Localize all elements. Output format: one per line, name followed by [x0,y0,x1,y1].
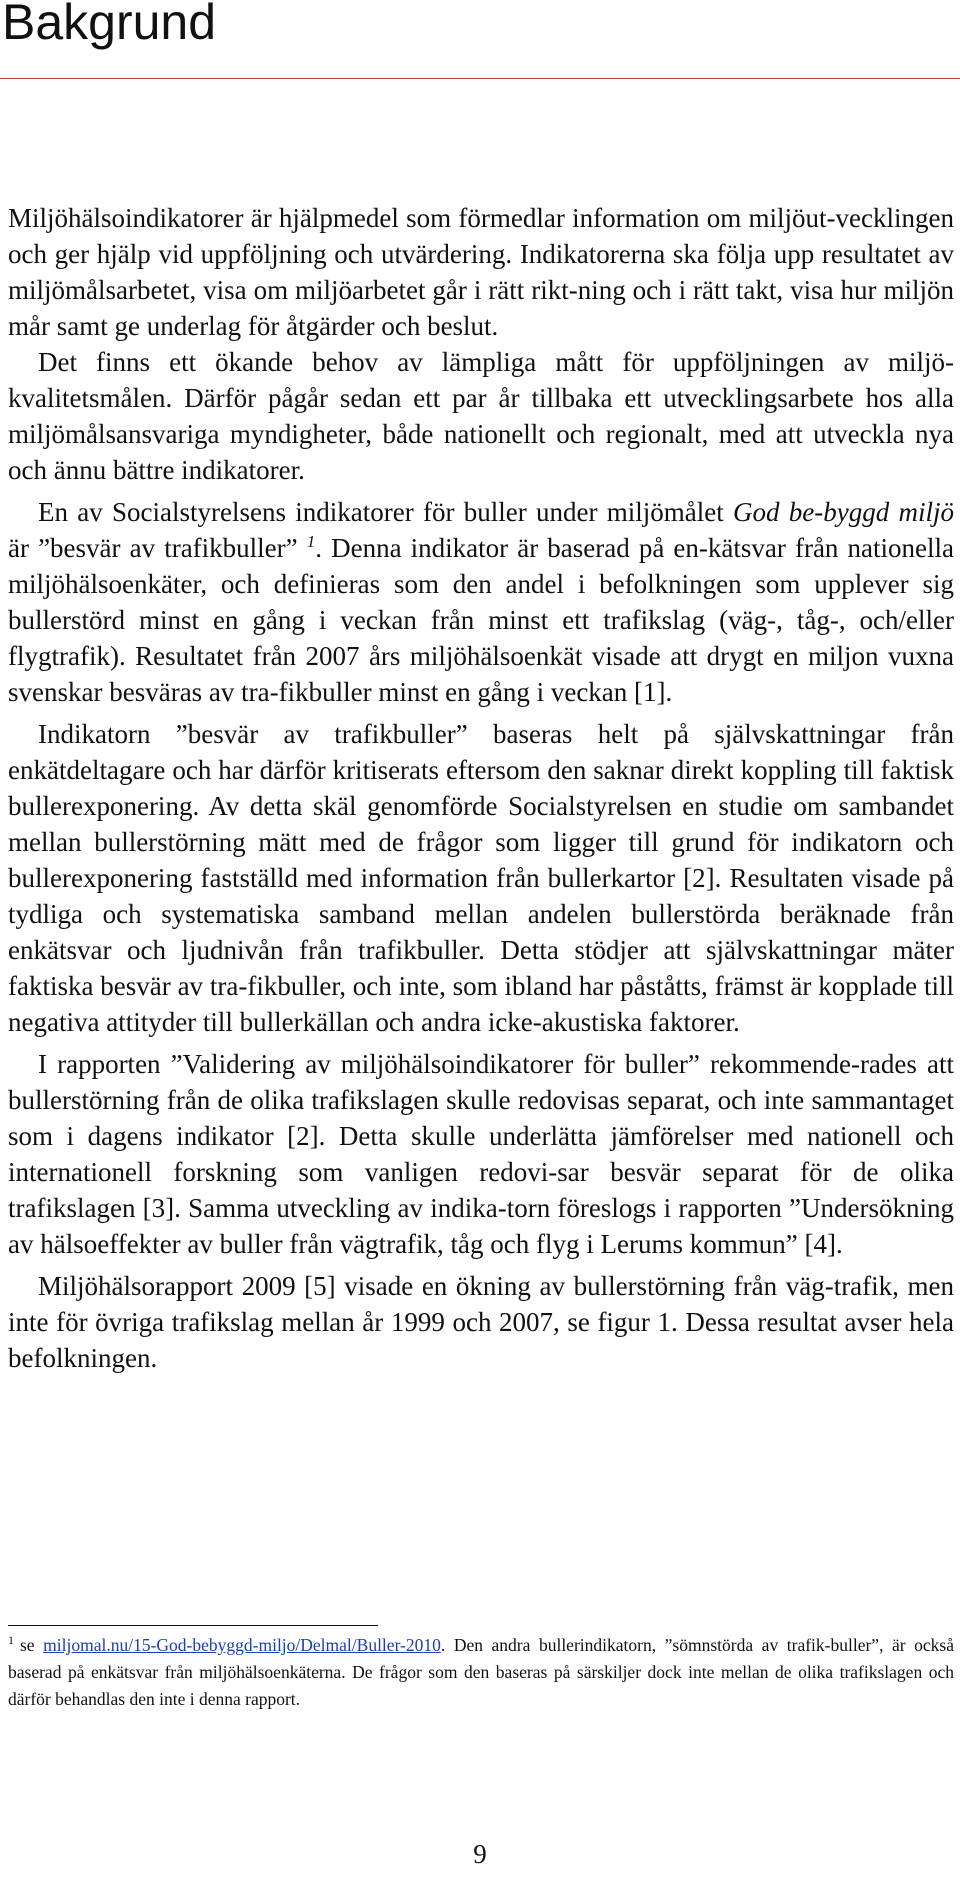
paragraph-1: Miljöhälsoindikatorer är hjälpmedel som förmedlar information om miljöut-vecklingen och ger hjälp vid uppföljning och utvärdering. Indikatorerna ska följa upp resultatet av miljömålsarbetet, visa om miljöarbetet går i rätt rikt-ning och i rätt takt, visa hur miljön mår samt ge underlag för åtgärder och beslut. [8,203,954,341]
footnote-text: . Den andra bullerindikatorn, ”sömnstörda av trafik-buller”, är också baserad på enkätsvar från miljöhälsoenkäterna. De frågor som den baseras på särskiljer dock inte mellan de olika trafikslagen och därför behandlas den inte i denna rapport. [8,1635,955,1709]
paragraph-2: Det finns ett ökande behov av lämpliga mått för uppföljningen av miljö-kvalitetsmålen. Därför pågår sedan ett par år tillbaka ett utvecklingsarbete hos alla miljömålsansvariga myndigheter, både nationellt och regionalt, med att utveckla nya och ännu bättre indikatorer. [8,347,954,485]
footnote-number: 1 [8,1633,14,1648]
paragraph-3-text-after: . Denna indikator är baserad på en-kätsvar från nationella miljöhälsoenkäter, och definieras som den andel i befolkningen som upplever sig bullerstörd minst en gång i veckan från minst ett trafikslag (väg-, tåg-, och/eller flygtrafik). Resultatet från 2007 års miljöhälsoenkät visade att drygt en miljon vuxna svenskar besväras av tra-fikbuller minst en gång i veckan [1]. [8,533,954,707]
footnote-prefix: se [20,1635,35,1655]
paragraph-3-italic-goal: God be-byggd miljö [732,497,954,527]
footnote-link[interactable]: miljomal.nu/15-God-bebyggd-miljo/Delmal/Buller-2010 [43,1635,441,1655]
paragraph-3 [8,494,954,710]
body-text [8,200,954,1376]
paragraph-4: Indikatorn ”besvär av trafikbuller” baseras helt på självskattningar från enkätdeltagare och har därför kritiserats eftersom den saknar direkt koppling till faktisk bullerexponering. Av detta skäl genomförde Socialstyrelsen en studie om sambandet mellan bullerstörning mätt med de frågor som ligger till grund för indikatorn och bullerexponering fastställd med information från bullerkartor [2]. Resultaten visade på tydliga och systematiska samband mellan andelen bullerstörda beräknade från enkätsvar och ljudnivån från trafikbuller. Detta stödjer att självskattningar mäter faktiska besvär av tra-fikbuller, och inte, som ibland har påståtts, främst är kopplade till negativa attityder till bullerkällan och andra icke-akustiska faktorer. [8,719,954,1037]
heading-divider [0,78,960,79]
paragraph-3-text-middle: är ”besvär av trafikbuller” [8,533,307,563]
paragraph-3-text-before: En av Socialstyrelsens indikatorer för buller under miljömålet [38,497,733,527]
paragraph-6: Miljöhälsorapport 2009 [5] visade en ökning av bullerstörning från väg-trafik, men inte för övriga trafikslag mellan år 1999 och 2007, se figur 1. Dessa resultat avser hela befolkningen. [8,1271,954,1373]
footnote [8,1632,954,1713]
footnote-reference[interactable]: 1 [306,532,316,551]
footnote-divider [8,1625,378,1626]
page-number: 9 [473,1839,487,1869]
page-heading: Bakgrund [2,0,217,50]
paragraph-5: I rapporten ”Validering av miljöhälsoindikatorer för buller” rekommende-rades att bullerstörning från de olika trafikslagen skulle redovisas separat, och inte sammantaget som i dagens indikator [2]. Detta skulle underlätta jämförelser med nationell och internationell forskning som vanligen redovi-sar besvär separat för de olika trafikslagen [3]. Samma utveckling av indika-torn föreslogs i rapporten ”Undersökning av hälsoeffekter av buller från vägtrafik, tåg och flyg i Lerums kommun” [4]. [8,1049,954,1259]
